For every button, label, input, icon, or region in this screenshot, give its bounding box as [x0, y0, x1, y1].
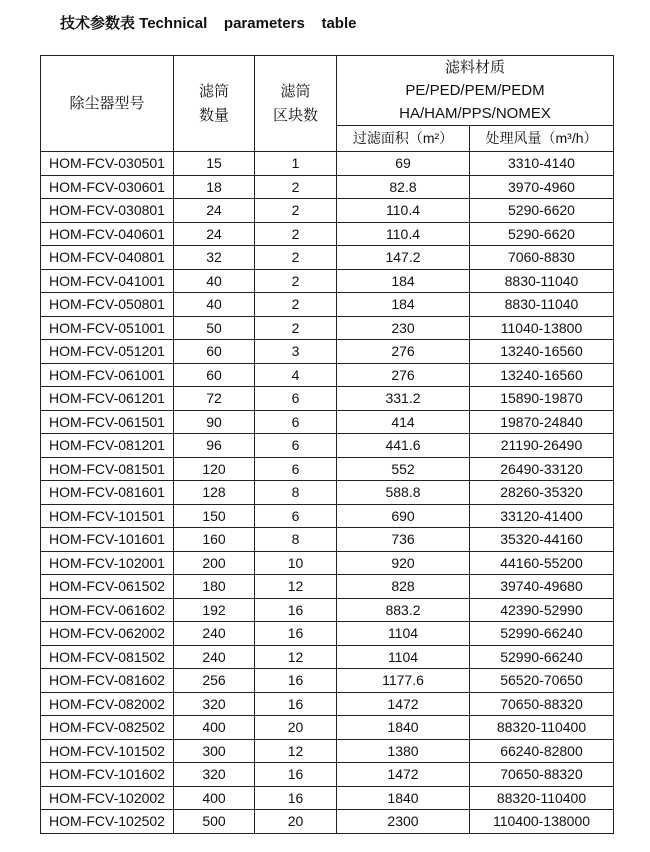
- cell-model: HOM-FCV-061501: [41, 410, 174, 434]
- cell-block-count: 6: [255, 504, 337, 528]
- cell-block-count: 8: [255, 481, 337, 505]
- cell-airflow: 11040-13800: [470, 316, 614, 340]
- cell-filter-area: 1104: [337, 645, 470, 669]
- cell-block-count: 16: [255, 622, 337, 646]
- cell-filter-area: 883.2: [337, 598, 470, 622]
- cell-bag-count: 90: [174, 410, 255, 434]
- cell-block-count: 20: [255, 716, 337, 740]
- table-row: [41, 739, 614, 763]
- cell-filter-area: 184: [337, 269, 470, 293]
- cell-model: HOM-FCV-081201: [41, 434, 174, 458]
- cell-block-count: 2: [255, 269, 337, 293]
- header-blocks: [255, 56, 337, 152]
- cell-bag-count: 400: [174, 786, 255, 810]
- cell-filter-area: 920: [337, 551, 470, 575]
- header-bags: [174, 56, 255, 152]
- cell-block-count: 2: [255, 199, 337, 223]
- table-row: [41, 551, 614, 575]
- table-row: [41, 528, 614, 552]
- cell-airflow: 5290-6620: [470, 199, 614, 223]
- cell-bag-count: 160: [174, 528, 255, 552]
- cell-model: HOM-FCV-101601: [41, 528, 174, 552]
- cell-airflow: 21190-26490: [470, 434, 614, 458]
- table-row: [41, 786, 614, 810]
- cell-filter-area: 690: [337, 504, 470, 528]
- header-material-line2: PE/PED/PEM/PEDM: [405, 82, 545, 99]
- cell-block-count: 12: [255, 575, 337, 599]
- cell-model: HOM-FCV-040801: [41, 246, 174, 270]
- cell-filter-area: 276: [337, 363, 470, 387]
- header-blocks-line2: 区块数: [272, 106, 318, 124]
- cell-airflow: 44160-55200: [470, 551, 614, 575]
- cell-block-count: 2: [255, 293, 337, 317]
- cell-bag-count: 256: [174, 669, 255, 693]
- cell-model: HOM-FCV-061001: [41, 363, 174, 387]
- table-row: [41, 387, 614, 411]
- cell-model: HOM-FCV-061502: [41, 575, 174, 599]
- table-body: [41, 152, 614, 834]
- cell-filter-area: 276: [337, 340, 470, 364]
- cell-airflow: 28260-35320: [470, 481, 614, 505]
- cell-block-count: 16: [255, 763, 337, 787]
- cell-bag-count: 15: [174, 152, 255, 176]
- cell-airflow: 8830-11040: [470, 269, 614, 293]
- cell-block-count: 8: [255, 528, 337, 552]
- cell-bag-count: 40: [174, 293, 255, 317]
- cell-airflow: 52990-66240: [470, 645, 614, 669]
- cell-airflow: 70650-88320: [470, 763, 614, 787]
- cell-airflow: 42390-52990: [470, 598, 614, 622]
- cell-model: HOM-FCV-050801: [41, 293, 174, 317]
- table-row: [41, 434, 614, 458]
- table-row: [41, 598, 614, 622]
- cell-filter-area: 1472: [337, 763, 470, 787]
- header-bags-line1: 滤筒: [198, 82, 229, 100]
- cell-airflow: 8830-11040: [470, 293, 614, 317]
- cell-filter-area: 331.2: [337, 387, 470, 411]
- table-row: [41, 175, 614, 199]
- cell-filter-area: 1840: [337, 716, 470, 740]
- header-airflow: 处理风量（m³/h）: [470, 126, 614, 152]
- cell-model: HOM-FCV-101501: [41, 504, 174, 528]
- cell-model: HOM-FCV-082002: [41, 692, 174, 716]
- cell-airflow: 88320-110400: [470, 786, 614, 810]
- cell-filter-area: 552: [337, 457, 470, 481]
- header-row: [41, 56, 614, 126]
- cell-bag-count: 240: [174, 622, 255, 646]
- table-row: [41, 199, 614, 223]
- table-row: [41, 575, 614, 599]
- cell-airflow: 33120-41400: [470, 504, 614, 528]
- table-row: [41, 622, 614, 646]
- table-row: [41, 763, 614, 787]
- cell-airflow: 13240-16560: [470, 340, 614, 364]
- cell-airflow: 13240-16560: [470, 363, 614, 387]
- header-bags-line2: 数量: [198, 106, 229, 124]
- cell-block-count: 16: [255, 692, 337, 716]
- cell-filter-area: 828: [337, 575, 470, 599]
- table-row: [41, 481, 614, 505]
- cell-filter-area: 1472: [337, 692, 470, 716]
- cell-filter-area: 414: [337, 410, 470, 434]
- cell-bag-count: 150: [174, 504, 255, 528]
- cell-bag-count: 180: [174, 575, 255, 599]
- cell-model: HOM-FCV-101602: [41, 763, 174, 787]
- cell-block-count: 1: [255, 152, 337, 176]
- table-row: [41, 645, 614, 669]
- cell-block-count: 12: [255, 645, 337, 669]
- cell-bag-count: 200: [174, 551, 255, 575]
- table-row: [41, 410, 614, 434]
- cell-bag-count: 32: [174, 246, 255, 270]
- cell-block-count: 2: [255, 222, 337, 246]
- table-row: [41, 269, 614, 293]
- cell-block-count: 3: [255, 340, 337, 364]
- cell-airflow: 5290-6620: [470, 222, 614, 246]
- table-row: [41, 246, 614, 270]
- cell-airflow: 19870-24840: [470, 410, 614, 434]
- table-row: [41, 716, 614, 740]
- cell-model: HOM-FCV-081601: [41, 481, 174, 505]
- cell-bag-count: 24: [174, 222, 255, 246]
- cell-model: HOM-FCV-062002: [41, 622, 174, 646]
- cell-model: HOM-FCV-061201: [41, 387, 174, 411]
- cell-bag-count: 60: [174, 340, 255, 364]
- cell-bag-count: 320: [174, 692, 255, 716]
- cell-filter-area: 82.8: [337, 175, 470, 199]
- cell-model: HOM-FCV-051201: [41, 340, 174, 364]
- page-title: 技术参数表 Technical parameters table: [60, 15, 357, 32]
- cell-model: HOM-FCV-051001: [41, 316, 174, 340]
- cell-filter-area: 184: [337, 293, 470, 317]
- cell-model: HOM-FCV-030801: [41, 199, 174, 223]
- table-row: [41, 457, 614, 481]
- cell-bag-count: 72: [174, 387, 255, 411]
- table-row: [41, 152, 614, 176]
- table-row: [41, 669, 614, 693]
- cell-filter-area: 1104: [337, 622, 470, 646]
- header-model: [41, 56, 174, 152]
- cell-airflow: 110400-138000: [470, 810, 614, 834]
- cell-model: HOM-FCV-102502: [41, 810, 174, 834]
- cell-bag-count: 192: [174, 598, 255, 622]
- cell-airflow: 56520-70650: [470, 669, 614, 693]
- cell-filter-area: 736: [337, 528, 470, 552]
- table-row: [41, 316, 614, 340]
- cell-bag-count: 300: [174, 739, 255, 763]
- cell-model: HOM-FCV-102001: [41, 551, 174, 575]
- table-row: [41, 293, 614, 317]
- cell-block-count: 16: [255, 786, 337, 810]
- table-row: [41, 363, 614, 387]
- cell-airflow: 26490-33120: [470, 457, 614, 481]
- header-material: [337, 56, 614, 126]
- cell-bag-count: 120: [174, 457, 255, 481]
- header-area: 过滤面积（m²）: [337, 126, 470, 152]
- header-material-line1: 滤料材质: [444, 59, 505, 76]
- cell-block-count: 16: [255, 598, 337, 622]
- cell-filter-area: 110.4: [337, 199, 470, 223]
- cell-model: HOM-FCV-030501: [41, 152, 174, 176]
- cell-bag-count: 18: [174, 175, 255, 199]
- cell-model: HOM-FCV-081502: [41, 645, 174, 669]
- cell-airflow: 15890-19870: [470, 387, 614, 411]
- table-row: [41, 810, 614, 834]
- cell-bag-count: 50: [174, 316, 255, 340]
- cell-airflow: 7060-8830: [470, 246, 614, 270]
- cell-airflow: 3970-4960: [470, 175, 614, 199]
- cell-block-count: 10: [255, 551, 337, 575]
- cell-model: HOM-FCV-082502: [41, 716, 174, 740]
- cell-bag-count: 96: [174, 434, 255, 458]
- cell-model: HOM-FCV-041001: [41, 269, 174, 293]
- cell-block-count: 6: [255, 457, 337, 481]
- cell-model: HOM-FCV-081602: [41, 669, 174, 693]
- cell-airflow: 39740-49680: [470, 575, 614, 599]
- header-blocks-line1: 滤筒: [280, 82, 311, 100]
- cell-block-count: 6: [255, 387, 337, 411]
- cell-filter-area: 1840: [337, 786, 470, 810]
- cell-model: HOM-FCV-081501: [41, 457, 174, 481]
- cell-filter-area: 147.2: [337, 246, 470, 270]
- cell-block-count: 2: [255, 316, 337, 340]
- cell-block-count: 16: [255, 669, 337, 693]
- header-material-line3: HA/HAM/PPS/NOMEX: [399, 105, 551, 122]
- cell-airflow: 52990-66240: [470, 622, 614, 646]
- table-row: [41, 692, 614, 716]
- cell-filter-area: 69: [337, 152, 470, 176]
- cell-airflow: 66240-82800: [470, 739, 614, 763]
- cell-block-count: 6: [255, 410, 337, 434]
- cell-model: HOM-FCV-040601: [41, 222, 174, 246]
- cell-filter-area: 1177.6: [337, 669, 470, 693]
- cell-model: HOM-FCV-101502: [41, 739, 174, 763]
- cell-bag-count: 60: [174, 363, 255, 387]
- cell-filter-area: 2300: [337, 810, 470, 834]
- cell-filter-area: 230: [337, 316, 470, 340]
- cell-filter-area: 110.4: [337, 222, 470, 246]
- cell-block-count: 20: [255, 810, 337, 834]
- cell-block-count: 2: [255, 246, 337, 270]
- cell-model: HOM-FCV-102002: [41, 786, 174, 810]
- cell-filter-area: 1380: [337, 739, 470, 763]
- table-row: [41, 504, 614, 528]
- cell-bag-count: 128: [174, 481, 255, 505]
- cell-block-count: 6: [255, 434, 337, 458]
- cell-block-count: 4: [255, 363, 337, 387]
- cell-bag-count: 400: [174, 716, 255, 740]
- cell-bag-count: 40: [174, 269, 255, 293]
- table-row: [41, 222, 614, 246]
- cell-airflow: 88320-110400: [470, 716, 614, 740]
- cell-airflow: 35320-44160: [470, 528, 614, 552]
- cell-airflow: 70650-88320: [470, 692, 614, 716]
- cell-filter-area: 588.8: [337, 481, 470, 505]
- table-row: [41, 340, 614, 364]
- header-model-label: 除尘器型号: [69, 94, 145, 112]
- cell-model: HOM-FCV-030601: [41, 175, 174, 199]
- cell-filter-area: 441.6: [337, 434, 470, 458]
- cell-block-count: 2: [255, 175, 337, 199]
- cell-bag-count: 320: [174, 763, 255, 787]
- parameters-table: [40, 55, 614, 834]
- cell-block-count: 12: [255, 739, 337, 763]
- cell-bag-count: 240: [174, 645, 255, 669]
- cell-model: HOM-FCV-061602: [41, 598, 174, 622]
- cell-bag-count: 24: [174, 199, 255, 223]
- cell-bag-count: 500: [174, 810, 255, 834]
- cell-airflow: 3310-4140: [470, 152, 614, 176]
